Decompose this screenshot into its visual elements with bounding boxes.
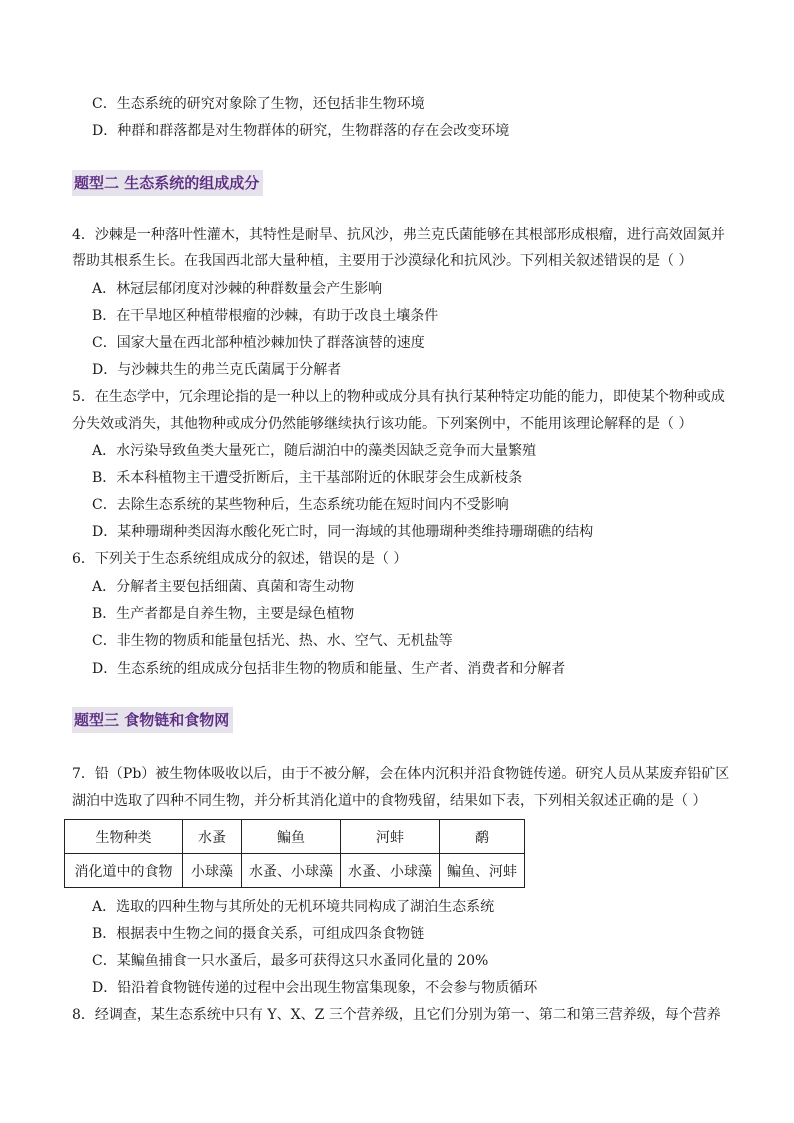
option-d: D．与沙棘共生的弗兰克氏菌属于分解者 [92, 362, 342, 378]
table-header-row [65, 820, 525, 854]
table-cell: 水蚤、小球藻 [242, 854, 341, 888]
option-c: C．生态系统的研究对象除了生物，还包括非生物环境 [92, 96, 425, 112]
option-a: A．水污染导致鱼类大量死亡，随后湖泊中的藻类因缺乏竞争而大量繁殖 [92, 443, 537, 459]
table-cell: 鳊鱼、河蚌 [440, 854, 525, 888]
option-c: C．国家大量在西北部种植沙棘加快了群落演替的速度 [92, 335, 425, 351]
table-cell: 水蚤、小球藻 [341, 854, 440, 888]
question-5-stem-cont: 分失效或消失，其他物种或成分仍然能够继续执行该功能。下列案例中，不能用该理论解释的是（ ） [72, 416, 693, 432]
table-cell: 鹬 [440, 820, 525, 854]
option-a: A．分解者主要包括细菌、真菌和寄生动物 [92, 579, 355, 595]
section-heading: 题型三 食物链和食物网 [72, 707, 233, 733]
option-a: A．林冠层郁闭度对沙棘的种群数量会产生影响 [92, 281, 383, 297]
question-4-stem: 4．沙棘是一种落叶性灌木，其特性是耐旱、抗风沙，弗兰克氏菌能够在其根部形成根瘤，进行高效固氮并 [72, 227, 725, 243]
option-d: D．某种珊瑚种类因海水酸化死亡时，同一海域的其他珊瑚种类维持珊瑚礁的结构 [92, 524, 594, 540]
option-b: B．生产者都是自养生物，主要是绿色植物 [92, 606, 355, 622]
option-c: C．非生物的物质和能量包括光、热、水、空气、无机盐等 [92, 633, 453, 649]
question-8-stem: 8．经调查，某生态系统中只有 Y、X、Z 三个营养级，且它们分别为第一、第二和第三营养级，每个营养 [72, 1007, 721, 1023]
option-b: B．禾本科植物主干遭受折断后，主干基部附近的休眠芽会生成新枝条 [92, 470, 523, 486]
table-cell: 生物种类 [65, 820, 183, 854]
option-d: D．铅沿着食物链传递的过程中会出现生物富集现象，不会参与物质循环 [92, 980, 538, 996]
question-4-stem-cont: 帮助其根系生长。在我国西北部大量种植，主要用于沙漠绿化和抗风沙。下列相关叙述错误的是（ ） [72, 253, 693, 269]
section-heading: 题型二 生态系统的组成成分 [72, 170, 263, 196]
option-a: A．选取的四种生物与其所处的无机环境共同构成了湖泊生态系统 [92, 899, 495, 915]
table-cell: 消化道中的食物 [65, 854, 183, 888]
food-table [64, 819, 525, 888]
question-6-stem: 6．下列关于生态系统组成成分的叙述，错误的是（ ） [72, 551, 408, 567]
option-c: C．去除生态系统的某些物种后，生态系统功能在短时间内不受影响 [92, 497, 509, 513]
question-5-stem: 5．在生态学中，冗余理论指的是一种以上的物种或成分具有执行某种特定功能的能力，即使某个物种或成 [72, 389, 725, 405]
question-7-stem-cont: 湖泊中选取了四种不同生物，并分析其消化道中的食物残留，结果如下表，下列相关叙述正确的是（ ） [72, 793, 707, 809]
table-cell: 小球藻 [183, 854, 242, 888]
table-cell: 水蚤 [183, 820, 242, 854]
question-7-stem: 7．铅（Pb）被生物体吸收以后，由于不被分解，会在体内沉积并沿食物链传递。研究人员从某废弃铅矿区 [72, 766, 730, 782]
table-cell: 河蚌 [341, 820, 440, 854]
option-b: B．在干旱地区种植带根瘤的沙棘，有助于改良土壤条件 [92, 308, 439, 324]
table-row [65, 854, 525, 888]
option-d: D．生态系统的组成成分包括非生物的物质和能量、生产者、消费者和分解者 [92, 661, 566, 677]
table-cell: 鳊鱼 [242, 820, 341, 854]
option-c: C．某鳊鱼捕食一只水蚤后，最多可获得这只水蚤同化量的 20% [92, 953, 489, 969]
option-b: B．根据表中生物之间的摄食关系，可组成四条食物链 [92, 926, 425, 942]
option-d: D．种群和群落都是对生物群体的研究，生物群落的存在会改变环境 [92, 123, 510, 139]
